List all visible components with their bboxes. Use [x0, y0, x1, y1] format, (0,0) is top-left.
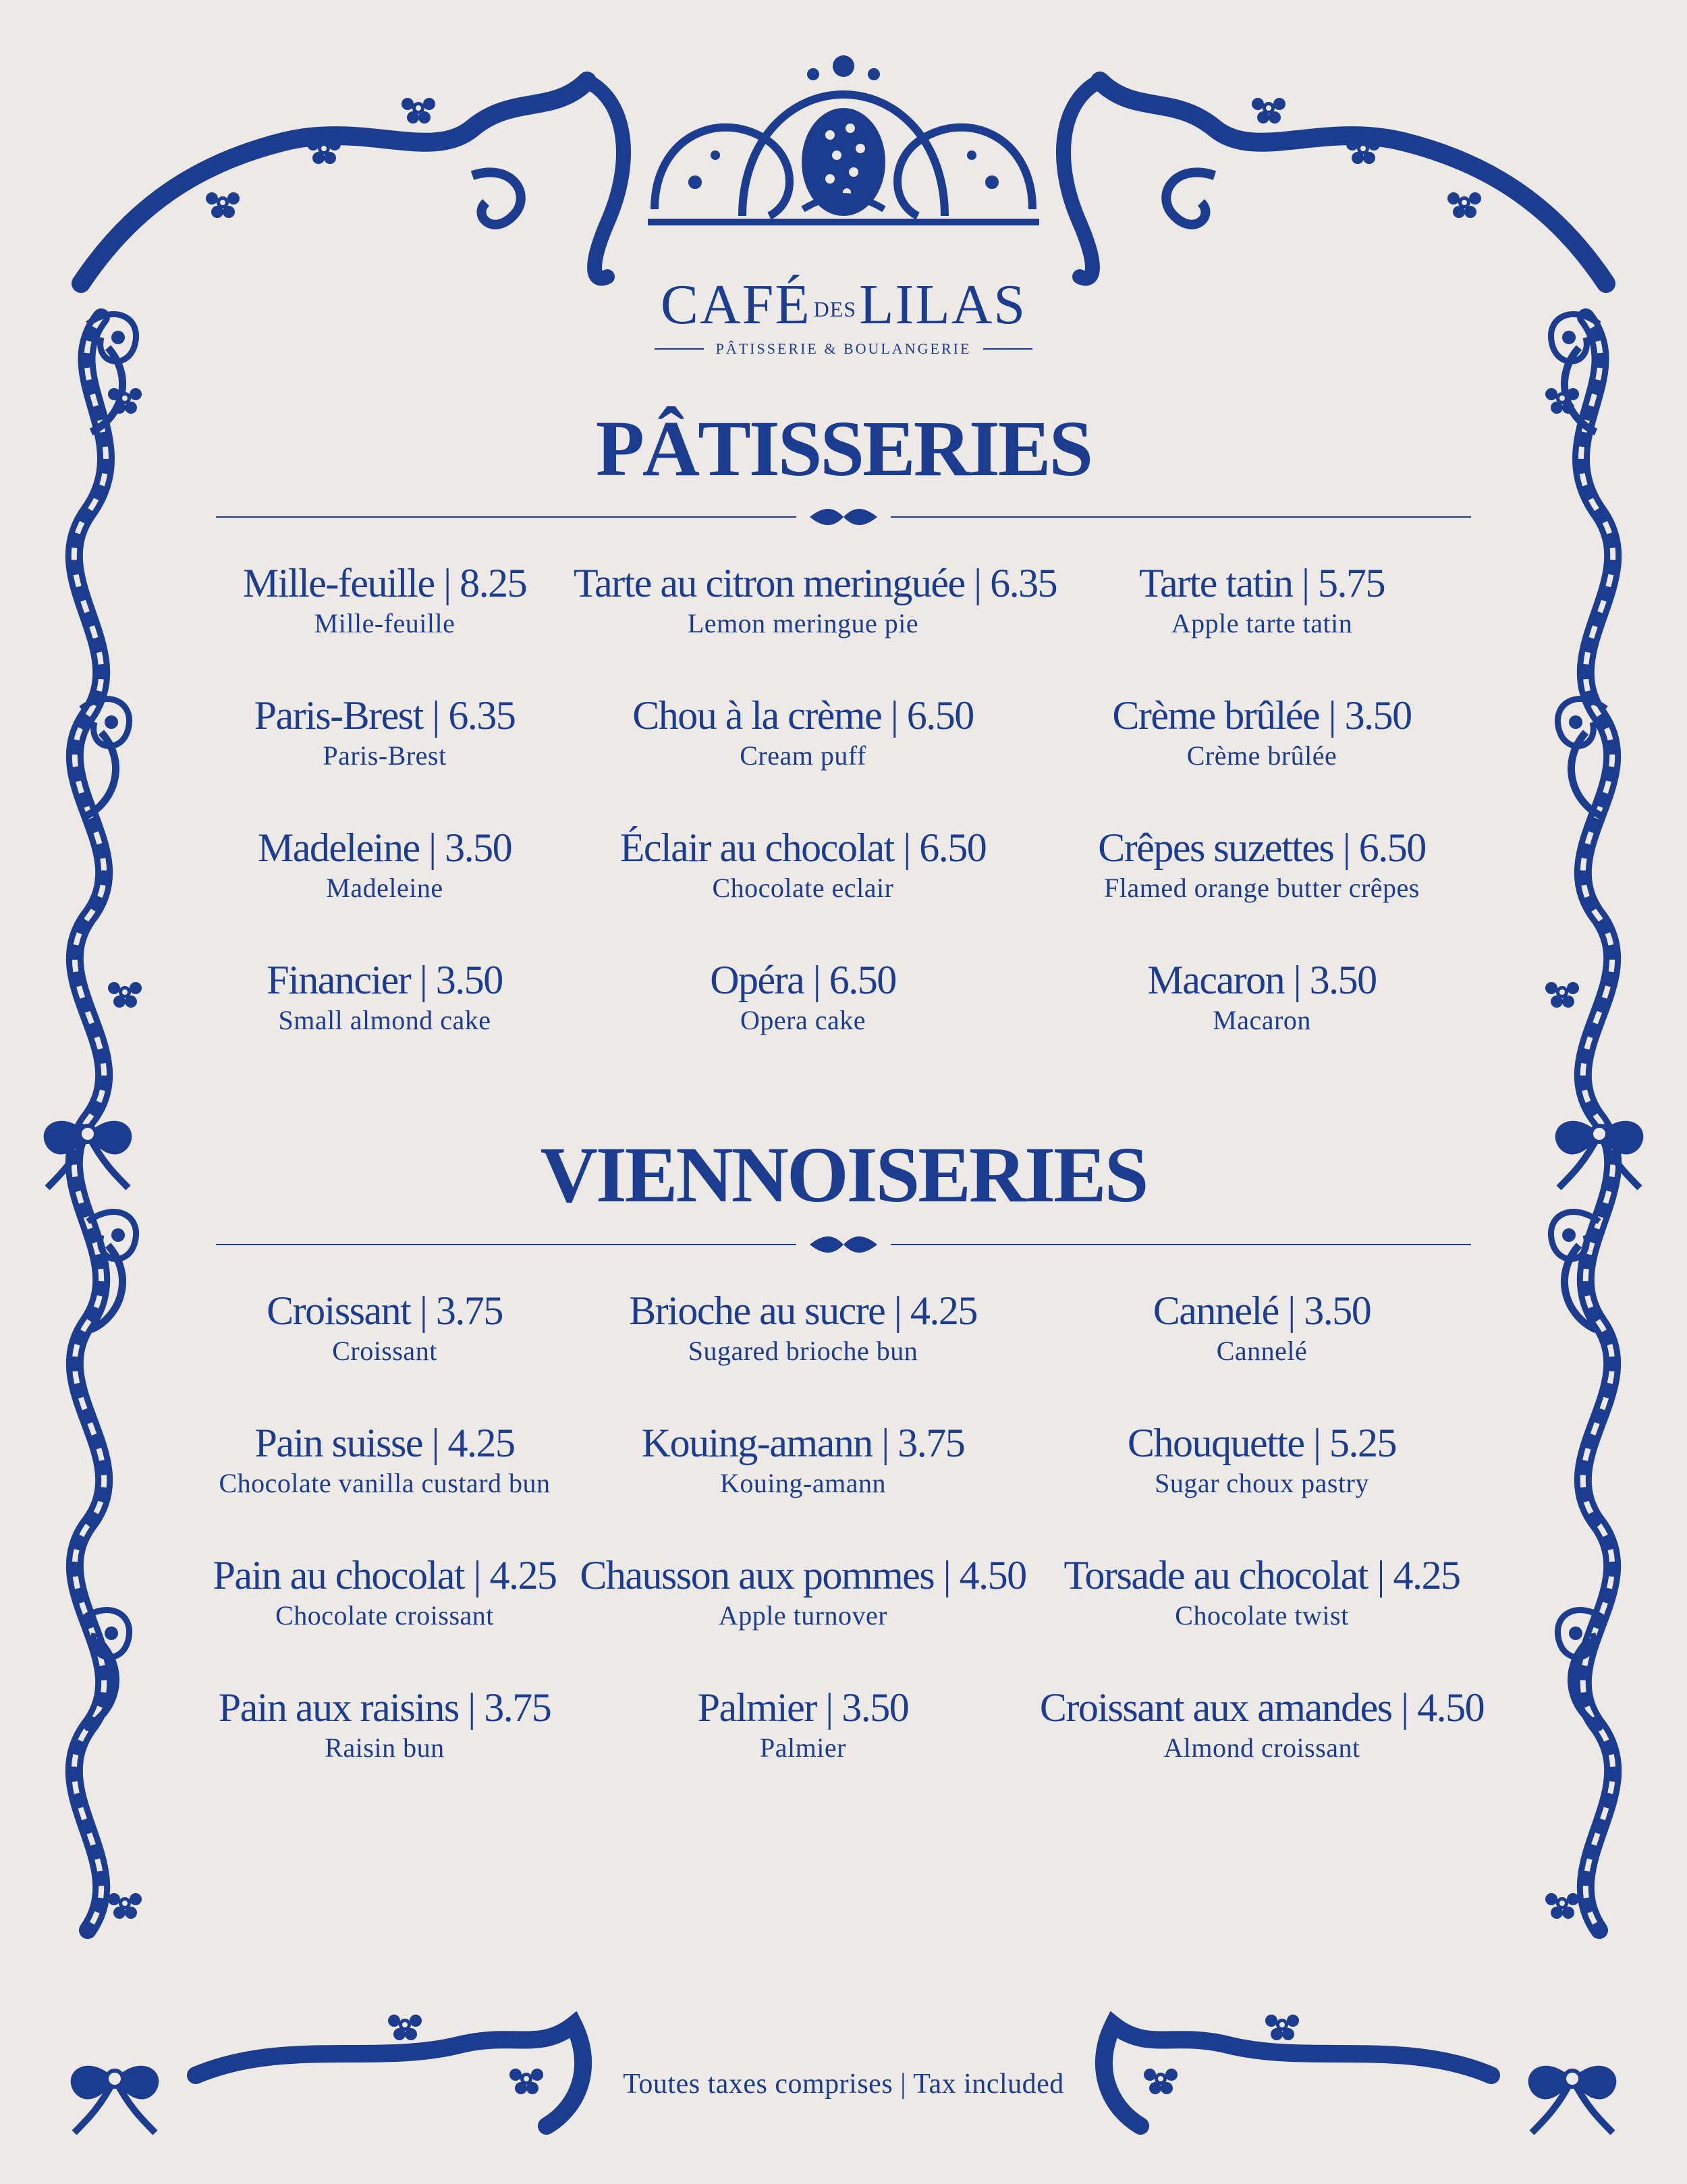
menu-item-subtitle: Chocolate croissant — [275, 1600, 494, 1631]
menu-item-title: Chouquette | 5.25 — [1127, 1421, 1397, 1465]
menu-item-title: Paris-Brest | 6.35 — [254, 693, 516, 738]
menu-item-title: Crêpes suzettes | 6.50 — [1098, 825, 1426, 870]
menu-item-title: Brioche au sucre | 4.25 — [629, 1288, 977, 1333]
menu-item-subtitle: Paris-Brest — [323, 740, 447, 771]
menu-item — [196, 691, 574, 823]
menu-item — [1032, 691, 1491, 823]
menu-item-subtitle: Croissant — [332, 1336, 437, 1366]
menu-item-title: Crème brûlée | 3.50 — [1112, 693, 1412, 738]
menu-item-title: Torsade au chocolat | 4.25 — [1063, 1553, 1460, 1598]
menu-item-subtitle: Cannelé — [1216, 1336, 1308, 1366]
menu-item-title: Pain au chocolat | 4.25 — [213, 1553, 557, 1598]
menu-item — [196, 559, 574, 691]
menu-item — [1032, 956, 1491, 1088]
menu-item — [574, 1683, 1032, 1816]
menu-item — [574, 691, 1032, 823]
menu-item-subtitle: Opera cake — [740, 1005, 866, 1035]
menu-item — [574, 559, 1057, 691]
menu-item-title: Kouing-amann | 3.75 — [641, 1421, 965, 1465]
menu-item — [1032, 1551, 1491, 1683]
tagline-rule-left — [655, 348, 704, 350]
menu-item — [196, 823, 574, 956]
menu-item — [196, 1683, 574, 1816]
menu-item-subtitle: Sugar choux pastry — [1155, 1468, 1369, 1498]
menu-item — [1032, 559, 1491, 691]
menu-item-subtitle: Small almond cake — [278, 1005, 491, 1035]
menu-item-subtitle: Mille-feuille — [314, 608, 455, 638]
section-title-viennoiseries: VIENNOISERIES — [540, 1130, 1147, 1219]
menu-item-title: Palmier | 3.50 — [697, 1685, 909, 1730]
menu-item — [196, 1551, 574, 1683]
menu-item-title: Opéra | 6.50 — [710, 958, 896, 1002]
menu-item-title: Madeleine | 3.50 — [257, 825, 512, 870]
menu-item — [574, 1286, 1032, 1419]
menu-item — [1032, 1419, 1491, 1551]
menu-item — [574, 823, 1032, 956]
menu-item-title: Chausson aux pommes | 4.50 — [580, 1553, 1026, 1598]
tagline-rule-right — [983, 348, 1032, 350]
logo-wordmark: CAFÉ DESLILAS — [660, 273, 1027, 336]
menu-item — [196, 1419, 574, 1551]
menu-item-subtitle: Palmier — [760, 1732, 846, 1763]
logo-tagline-row — [655, 339, 1032, 359]
menu-item-subtitle: Madeleine — [326, 873, 443, 903]
menu-item-subtitle: Macaron — [1213, 1005, 1311, 1035]
menu-item-title: Macaron | 3.50 — [1147, 958, 1377, 1002]
menu-item-title: Chou à la crème | 6.50 — [632, 693, 974, 738]
section-title-patisseries: PÂTISSERIES — [595, 404, 1092, 493]
menu-item-title: Pain suisse | 4.25 — [254, 1421, 515, 1465]
menu-item-title: Financier | 3.50 — [267, 958, 503, 1002]
menu-item-subtitle: Lemon meringue pie — [687, 608, 919, 638]
menu-item — [196, 1286, 574, 1419]
menu-item — [574, 1551, 1032, 1683]
menu-item-title: Tarte au citron meringuée | 6.35 — [574, 561, 1057, 605]
menu-item — [1032, 1683, 1491, 1816]
menu-item-title: Tarte tatin | 5.75 — [1138, 561, 1385, 605]
menu-item-subtitle: Kouing-amann — [720, 1468, 886, 1498]
tax-included-note: Toutes taxes comprises | Tax included — [623, 2069, 1064, 2100]
menu-item-subtitle: Chocolate twist — [1175, 1600, 1349, 1631]
menu-item-subtitle: Apple turnover — [718, 1600, 888, 1631]
menu-item-subtitle: Flamed orange butter crêpes — [1104, 873, 1420, 903]
section-divider — [216, 1231, 1471, 1258]
patisseries-grid — [196, 559, 1491, 1088]
menu-item-subtitle: Cream puff — [740, 740, 866, 771]
menu-item — [574, 1419, 1032, 1551]
menu-item — [574, 956, 1032, 1088]
menu-item-title: Pain aux raisins | 3.75 — [218, 1685, 551, 1730]
menu-item-subtitle: Apple tarte tatin — [1171, 608, 1353, 638]
menu-item — [1032, 823, 1491, 956]
lilac-crown-icon — [641, 47, 1046, 236]
viennoiseries-grid — [196, 1286, 1491, 1816]
menu-item-title: Croissant aux amandes | 4.50 — [1039, 1685, 1485, 1730]
menu-item-title: Mille-feuille | 8.25 — [242, 561, 527, 605]
menu-item-subtitle: Raisin bun — [325, 1732, 445, 1763]
menu-item-subtitle: Almond croissant — [1163, 1732, 1360, 1763]
menu-item — [196, 956, 574, 1088]
menu-item-title: Croissant | 3.75 — [267, 1288, 503, 1333]
menu-item-subtitle: Sugared brioche bun — [688, 1336, 918, 1366]
menu-item-title: Cannelé | 3.50 — [1153, 1288, 1371, 1333]
menu-item — [1032, 1286, 1491, 1419]
cafe-logo — [641, 47, 1046, 357]
menu-item-subtitle: Chocolate eclair — [712, 873, 894, 903]
menu-item-subtitle: Chocolate vanilla custard bun — [219, 1468, 551, 1498]
menu-item-title: Éclair au chocolat | 6.50 — [619, 825, 987, 870]
section-divider — [216, 503, 1471, 530]
menu-item-subtitle: Crème brûlée — [1186, 740, 1337, 771]
logo-tagline: PÂTISSERIE & BOULANGERIE — [715, 340, 972, 357]
